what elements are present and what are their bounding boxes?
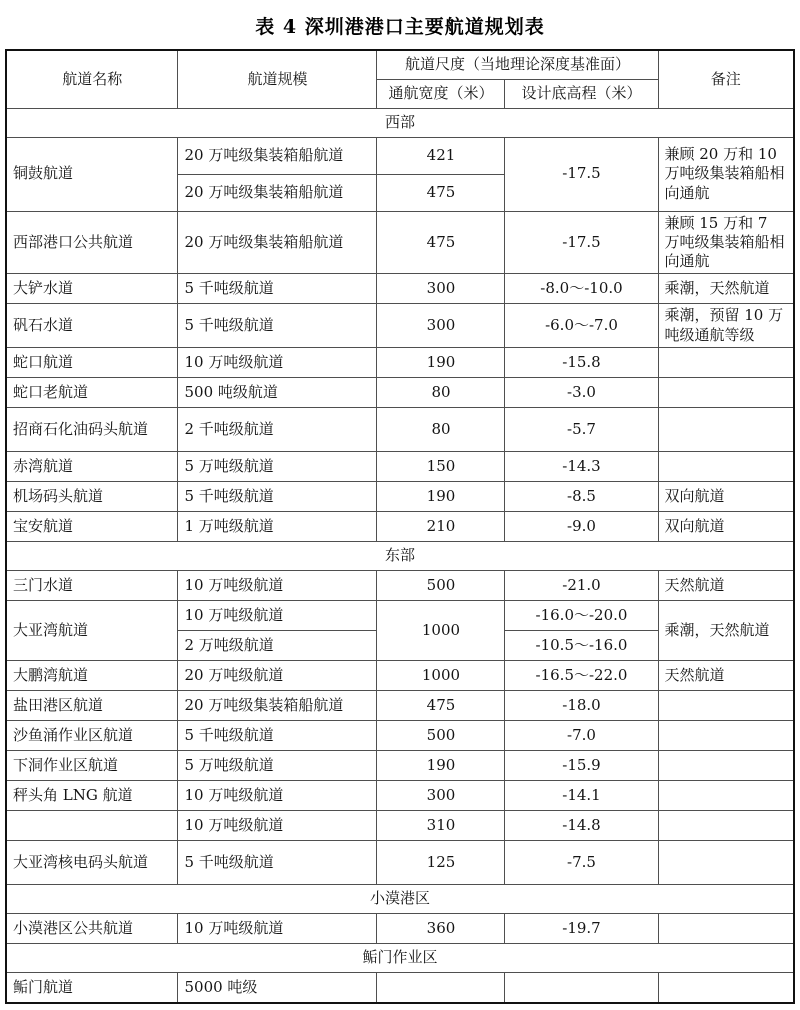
channel-scale-cell: 20 万吨级集装箱船航道 bbox=[178, 174, 377, 211]
remark-cell: 双向航道 bbox=[658, 482, 794, 512]
table-row bbox=[6, 452, 794, 482]
channel-name-cell: 鲘门航道 bbox=[6, 973, 178, 1003]
nav-width-cell: 80 bbox=[377, 408, 505, 452]
channel-scale-cell: 20 万吨级集装箱船航道 bbox=[178, 211, 377, 274]
table-row bbox=[6, 973, 794, 1003]
channel-name-cell: 大亚湾航道 bbox=[6, 601, 178, 661]
channel-scale-cell: 5 千吨级航道 bbox=[178, 721, 377, 751]
design-depth-cell: -14.3 bbox=[505, 452, 658, 482]
nav-width-cell: 190 bbox=[377, 482, 505, 512]
remark-cell bbox=[658, 781, 794, 811]
channel-scale-cell: 10 万吨级航道 bbox=[178, 914, 377, 944]
remark-cell bbox=[658, 408, 794, 452]
channel-name-cell: 沙鱼涌作业区航道 bbox=[6, 721, 178, 751]
section-label: 西部 bbox=[6, 108, 794, 137]
design-depth-cell: -15.9 bbox=[505, 751, 658, 781]
remark-cell: 双向航道 bbox=[658, 512, 794, 542]
table-row bbox=[6, 811, 794, 841]
table-row bbox=[6, 274, 794, 304]
table-row bbox=[6, 512, 794, 542]
table-row bbox=[6, 751, 794, 781]
channel-name-cell: 矾石水道 bbox=[6, 304, 178, 348]
header-design-depth: 设计底高程（米） bbox=[505, 79, 658, 108]
channel-name-cell: 大铲水道 bbox=[6, 274, 178, 304]
nav-width-cell: 300 bbox=[377, 274, 505, 304]
design-depth-cell: -7.5 bbox=[505, 841, 658, 885]
channel-scale-cell: 5 万吨级航道 bbox=[178, 452, 377, 482]
table-body bbox=[6, 108, 794, 1003]
channel-name-cell: 蛇口老航道 bbox=[6, 378, 178, 408]
header-dimensions-group: 航道尺度（当地理论深度基准面） bbox=[377, 50, 658, 79]
nav-width-cell: 80 bbox=[377, 378, 505, 408]
remark-cell bbox=[658, 452, 794, 482]
channel-scale-cell: 20 万吨级航道 bbox=[178, 661, 377, 691]
channel-name-cell: 宝安航道 bbox=[6, 512, 178, 542]
design-depth-cell: -15.8 bbox=[505, 348, 658, 378]
remark-cell bbox=[658, 811, 794, 841]
nav-width-cell: 1000 bbox=[377, 661, 505, 691]
table-row bbox=[6, 571, 794, 601]
channel-scale-cell: 10 万吨级航道 bbox=[178, 811, 377, 841]
table-row bbox=[6, 378, 794, 408]
nav-width-cell: 300 bbox=[377, 304, 505, 348]
remark-cell: 兼顾 20 万和 10 万吨级集装箱船相向通航 bbox=[658, 137, 794, 211]
channel-scale-cell: 1 万吨级航道 bbox=[178, 512, 377, 542]
channel-name-cell: 赤湾航道 bbox=[6, 452, 178, 482]
channel-scale-cell: 5 千吨级航道 bbox=[178, 304, 377, 348]
header-remark: 备注 bbox=[658, 50, 794, 108]
table-row bbox=[6, 661, 794, 691]
design-depth-cell: -14.1 bbox=[505, 781, 658, 811]
channel-scale-cell: 2 千吨级航道 bbox=[178, 408, 377, 452]
channel-scale-cell: 5 万吨级航道 bbox=[178, 751, 377, 781]
table-row bbox=[6, 408, 794, 452]
section-label: 小漠港区 bbox=[6, 885, 794, 914]
channel-name-cell: 盐田港区航道 bbox=[6, 691, 178, 721]
table-row bbox=[6, 137, 794, 174]
channel-name-cell: 大亚湾核电码头航道 bbox=[6, 841, 178, 885]
channel-name-cell: 西部港口公共航道 bbox=[6, 211, 178, 274]
table-row bbox=[6, 601, 794, 631]
section-row-west bbox=[6, 108, 794, 137]
channel-name-cell: 大鹏湾航道 bbox=[6, 661, 178, 691]
channel-name-cell bbox=[6, 811, 178, 841]
channel-scale-cell: 10 万吨级航道 bbox=[178, 348, 377, 378]
remark-cell bbox=[658, 378, 794, 408]
nav-width-cell: 210 bbox=[377, 512, 505, 542]
section-label: 鲘门作业区 bbox=[6, 944, 794, 973]
channel-name-cell: 下洞作业区航道 bbox=[6, 751, 178, 781]
design-depth-cell: -8.0～-10.0 bbox=[505, 274, 658, 304]
channel-name-cell: 蛇口航道 bbox=[6, 348, 178, 378]
design-depth-cell: -17.5 bbox=[505, 137, 658, 211]
design-depth-cell: -16.5～-22.0 bbox=[505, 661, 658, 691]
channel-scale-cell: 20 万吨级集装箱船航道 bbox=[178, 137, 377, 174]
channel-name-cell: 机场码头航道 bbox=[6, 482, 178, 512]
nav-width-cell: 500 bbox=[377, 721, 505, 751]
design-depth-cell: -5.7 bbox=[505, 408, 658, 452]
table-header bbox=[6, 50, 794, 108]
nav-width-cell: 300 bbox=[377, 781, 505, 811]
channel-name-cell: 小漠港区公共航道 bbox=[6, 914, 178, 944]
design-depth-cell: -3.0 bbox=[505, 378, 658, 408]
table-row bbox=[6, 721, 794, 751]
channel-name-cell: 铜鼓航道 bbox=[6, 137, 178, 211]
remark-cell bbox=[658, 973, 794, 1003]
nav-width-cell: 190 bbox=[377, 751, 505, 781]
table-row bbox=[6, 211, 794, 274]
channel-name-cell: 秤头角 LNG 航道 bbox=[6, 781, 178, 811]
design-depth-cell: -17.5 bbox=[505, 211, 658, 274]
channel-planning-table bbox=[5, 49, 795, 1004]
channel-name-cell: 招商石化油码头航道 bbox=[6, 408, 178, 452]
nav-width-cell: 500 bbox=[377, 571, 505, 601]
nav-width-cell: 475 bbox=[377, 211, 505, 274]
design-depth-cell: -7.0 bbox=[505, 721, 658, 751]
header-channel-name: 航道名称 bbox=[6, 50, 178, 108]
table-title: 表 4 深圳港港口主要航道规划表 bbox=[255, 16, 545, 38]
header-row-1 bbox=[6, 50, 794, 79]
table-row bbox=[6, 482, 794, 512]
design-depth-cell: -14.8 bbox=[505, 811, 658, 841]
remark-cell: 天然航道 bbox=[658, 571, 794, 601]
nav-width-cell: 360 bbox=[377, 914, 505, 944]
channel-scale-cell: 10 万吨级航道 bbox=[178, 781, 377, 811]
nav-width-cell: 475 bbox=[377, 174, 505, 211]
design-depth-cell: -6.0～-7.0 bbox=[505, 304, 658, 348]
design-depth-cell: -21.0 bbox=[505, 571, 658, 601]
nav-width-cell: 421 bbox=[377, 137, 505, 174]
nav-width-cell: 310 bbox=[377, 811, 505, 841]
channel-scale-cell: 20 万吨级集装箱船航道 bbox=[178, 691, 377, 721]
nav-width-cell: 150 bbox=[377, 452, 505, 482]
design-depth-cell: -19.7 bbox=[505, 914, 658, 944]
section-row-houmen bbox=[6, 944, 794, 973]
remark-cell bbox=[658, 751, 794, 781]
remark-cell: 兼顾 15 万和 7 万吨级集装箱船相向通航 bbox=[658, 211, 794, 274]
nav-width-cell: 475 bbox=[377, 691, 505, 721]
header-nav-width: 通航宽度（米） bbox=[377, 79, 505, 108]
channel-scale-cell: 2 万吨级航道 bbox=[178, 631, 377, 661]
remark-cell bbox=[658, 721, 794, 751]
header-channel-scale: 航道规模 bbox=[178, 50, 377, 108]
channel-scale-cell: 500 吨级航道 bbox=[178, 378, 377, 408]
table-row bbox=[6, 841, 794, 885]
remark-cell: 乘潮，预留 10 万吨级通航等级 bbox=[658, 304, 794, 348]
channel-scale-cell: 5 千吨级航道 bbox=[178, 482, 377, 512]
design-depth-cell: -9.0 bbox=[505, 512, 658, 542]
remark-cell bbox=[658, 914, 794, 944]
channel-name-cell: 三门水道 bbox=[6, 571, 178, 601]
table-row bbox=[6, 691, 794, 721]
table-row bbox=[6, 781, 794, 811]
nav-width-cell: 190 bbox=[377, 348, 505, 378]
channel-scale-cell: 10 万吨级航道 bbox=[178, 571, 377, 601]
channel-scale-cell: 5 千吨级航道 bbox=[178, 274, 377, 304]
table-row bbox=[6, 348, 794, 378]
table-row bbox=[6, 914, 794, 944]
table-row bbox=[6, 304, 794, 348]
design-depth-cell bbox=[505, 973, 658, 1003]
channel-scale-cell: 10 万吨级航道 bbox=[178, 601, 377, 631]
channel-scale-cell: 5 千吨级航道 bbox=[178, 841, 377, 885]
design-depth-cell: -18.0 bbox=[505, 691, 658, 721]
channel-scale-cell: 5000 吨级 bbox=[178, 973, 377, 1003]
nav-width-cell: 125 bbox=[377, 841, 505, 885]
section-row-xiaomo bbox=[6, 885, 794, 914]
remark-cell: 乘潮，天然航道 bbox=[658, 601, 794, 661]
section-label: 东部 bbox=[6, 542, 794, 571]
remark-cell bbox=[658, 348, 794, 378]
remark-cell bbox=[658, 841, 794, 885]
nav-width-cell: 1000 bbox=[377, 601, 505, 661]
nav-width-cell bbox=[377, 973, 505, 1003]
remark-cell: 乘潮，天然航道 bbox=[658, 274, 794, 304]
remark-cell bbox=[658, 691, 794, 721]
design-depth-cell: -8.5 bbox=[505, 482, 658, 512]
section-row-east bbox=[6, 542, 794, 571]
design-depth-cell: -16.0～-20.0 bbox=[505, 601, 658, 631]
design-depth-cell: -10.5～-16.0 bbox=[505, 631, 658, 661]
remark-cell: 天然航道 bbox=[658, 661, 794, 691]
